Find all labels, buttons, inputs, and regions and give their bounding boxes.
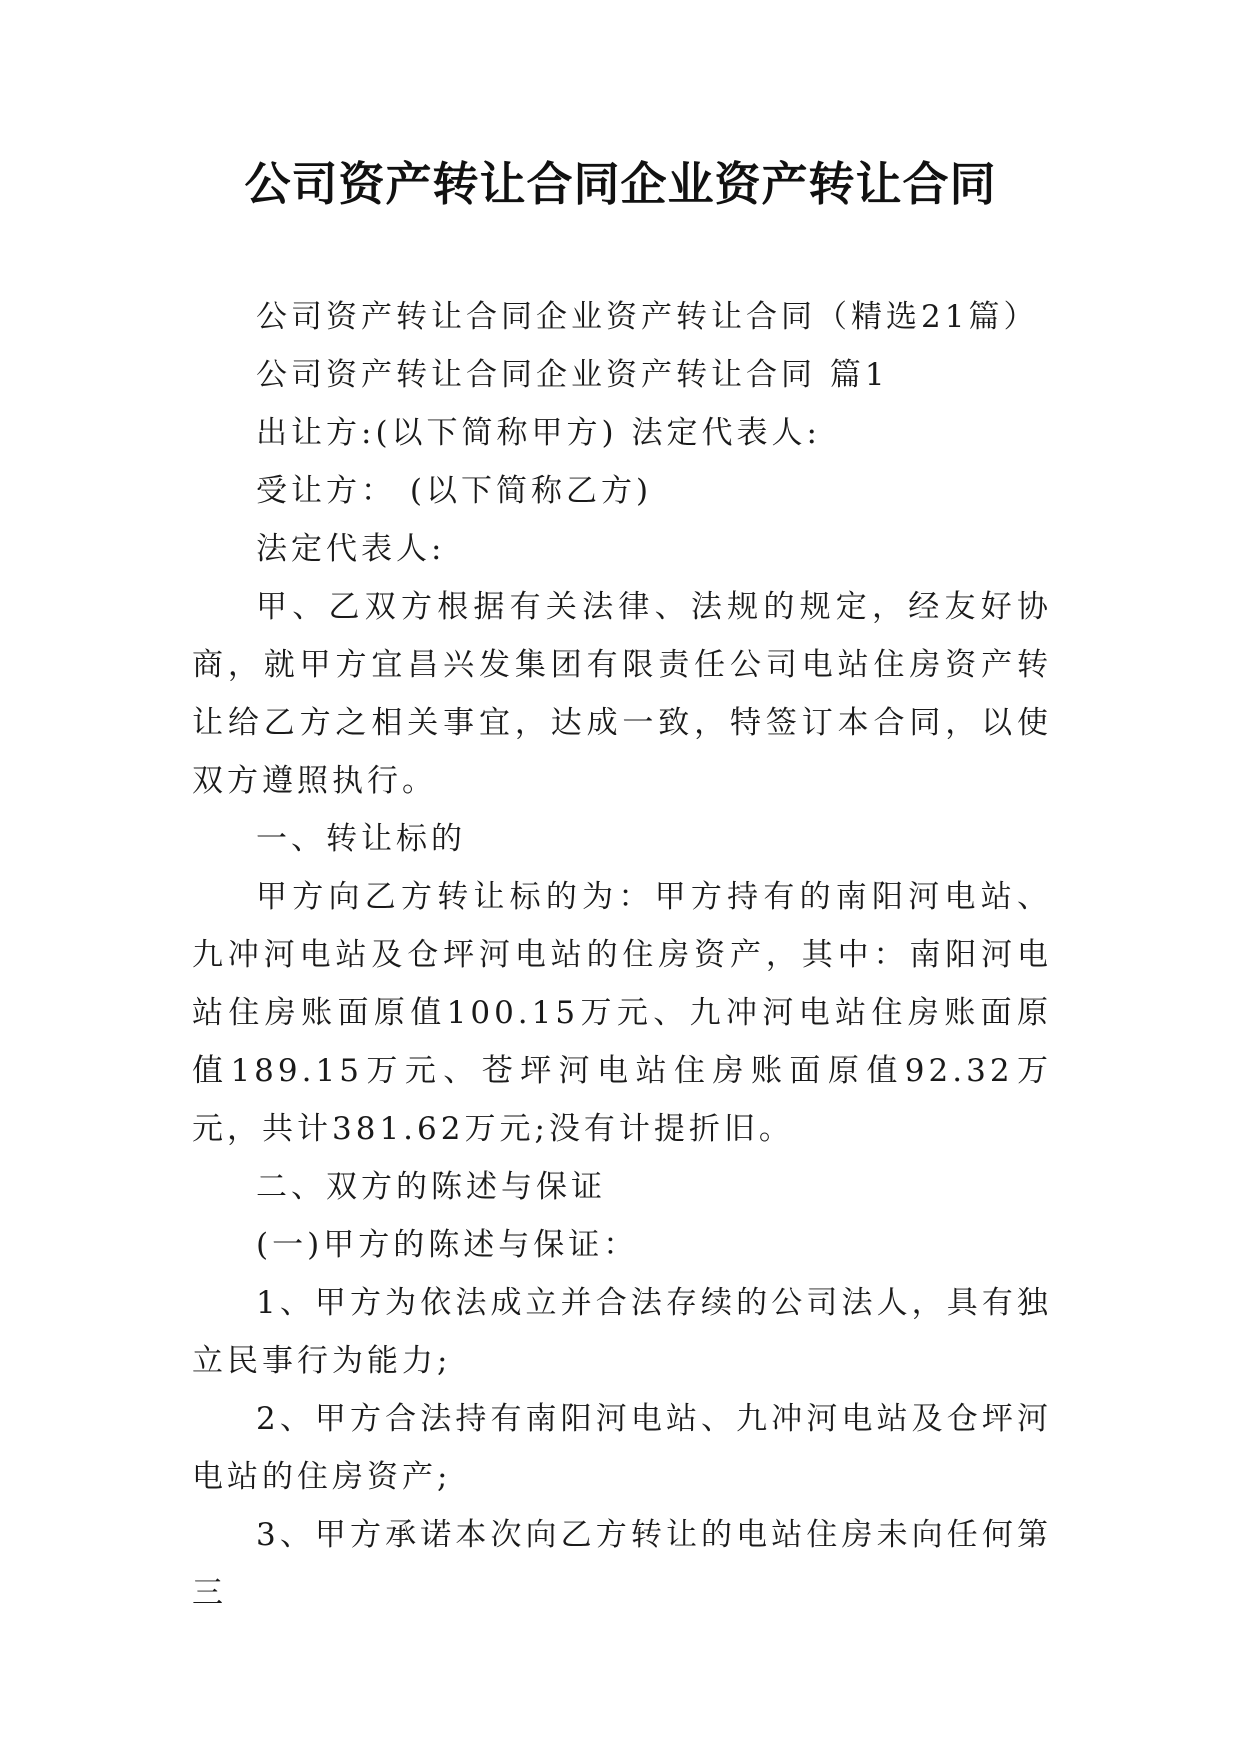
document-body: [192, 288, 1052, 1622]
paragraph: 1、甲方为依法成立并合法存续的公司法人，具有独立民事行为能力;: [192, 1285, 1052, 1379]
paragraph: 一、转让标的: [256, 821, 466, 857]
paragraph: 出让方:(以下简称甲方) 法定代表人:: [256, 415, 821, 451]
paragraph: 3、甲方承诺本次向乙方转让的电站住房未向任何第三: [192, 1517, 1052, 1611]
paragraph: (一)甲方的陈述与保证：: [256, 1227, 639, 1263]
paragraph: 受让方： (以下简称乙方): [256, 473, 653, 509]
paragraph: 2、甲方合法持有南阳河电站、九冲河电站及仓坪河电站的住房资产;: [192, 1401, 1052, 1495]
paragraph: 甲方向乙方转让标的为：甲方持有的南阳河电站、九冲河电站及仓坪河电站的住房资产，其中：南阳河电站住房账面原值100.15万元、九冲河电站住房账面原值189.15万元、苍坪河电站住房账面原值92.32万元，共计381.62万元;没有计提折旧。: [192, 879, 1052, 1147]
paragraph: 法定代表人:: [256, 531, 446, 567]
paragraph: 甲、乙双方根据有关法律、法规的规定，经友好协商，就甲方宜昌兴发集团有限责任公司电站住房资产转让给乙方之相关事宜，达成一致，特签订本合同，以使双方遵照执行。: [192, 589, 1052, 799]
paragraph: 公司资产转让合同企业资产转让合同（精选21篇）: [256, 299, 1039, 335]
document-title: 公司资产转让合同企业资产转让合同: [244, 157, 997, 211]
paragraph: 公司资产转让合同企业资产转让合同 篇1: [256, 357, 889, 393]
paragraph: 二、双方的陈述与保证: [256, 1169, 606, 1205]
